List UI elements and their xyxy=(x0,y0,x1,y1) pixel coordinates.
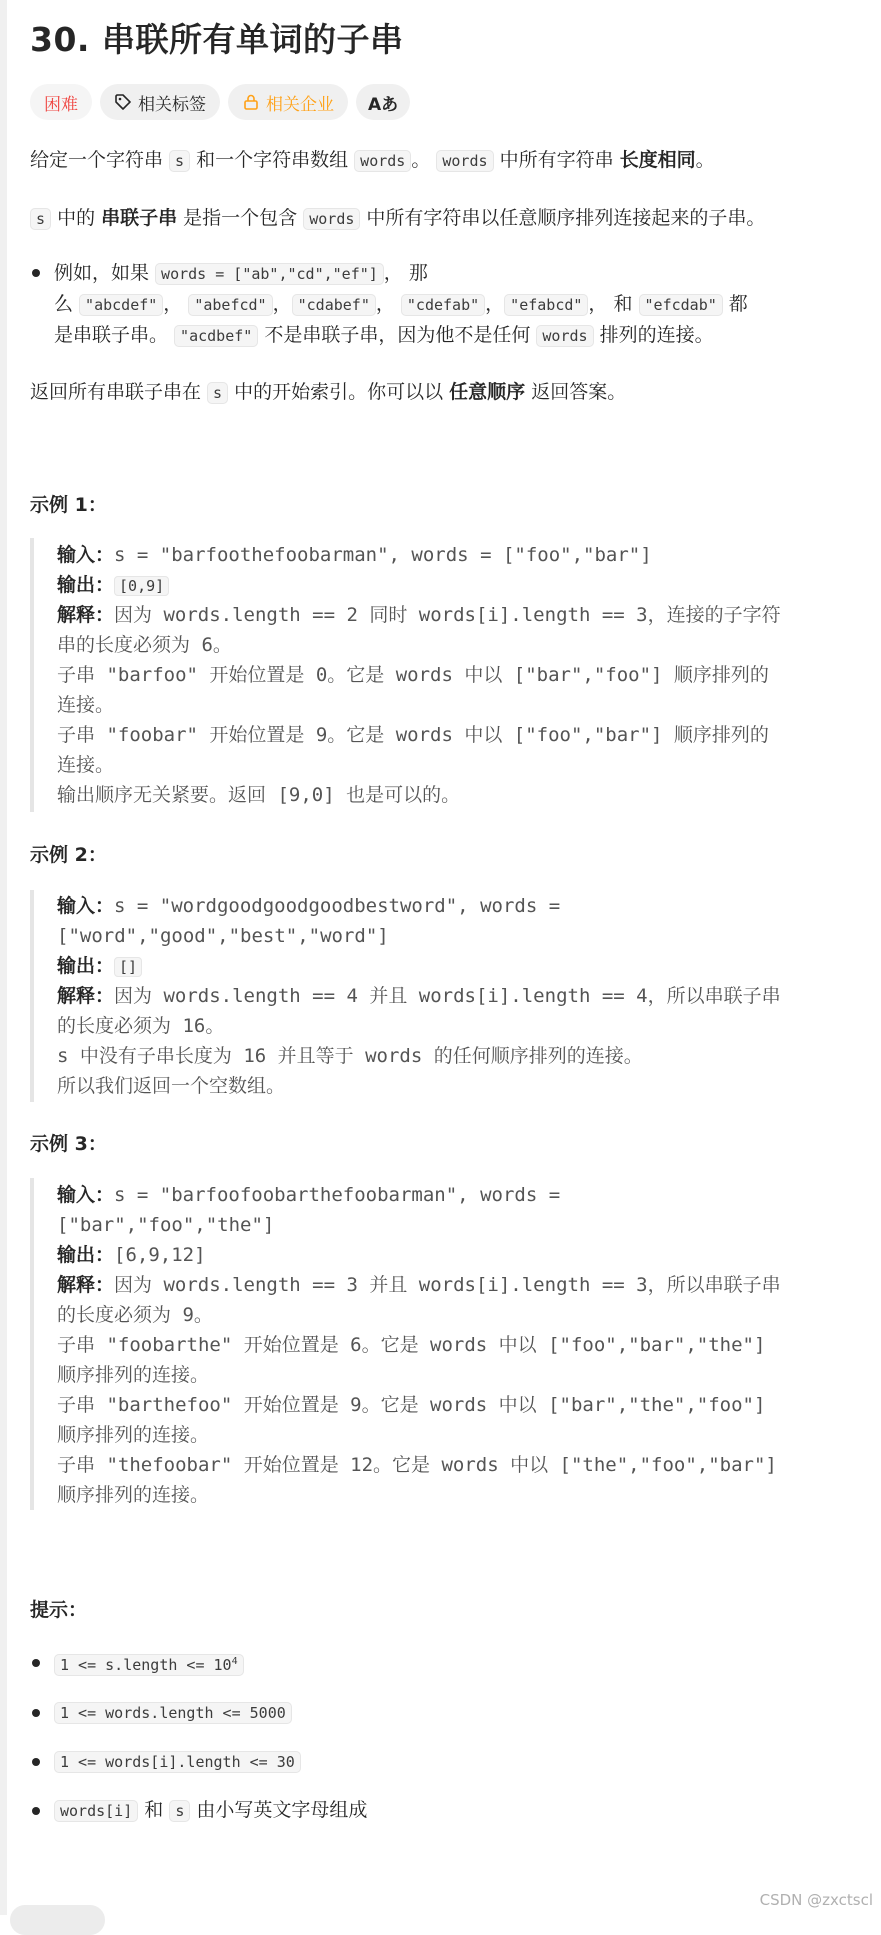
example-3-explain-line xyxy=(57,1270,781,1300)
text-span: 例如，如果 xyxy=(54,262,156,284)
bold-text: 长度相同 xyxy=(619,149,696,171)
superscript: 4 xyxy=(231,1656,238,1667)
text-span: ， 那 xyxy=(383,262,428,284)
input-label: 输入： xyxy=(57,544,115,566)
example-3-border xyxy=(30,1178,34,1510)
example-1-explain-line: 串的长度必须为 6。 xyxy=(57,634,232,656)
example-bullet-line-1 xyxy=(54,261,428,286)
input-value: s = "wordgoodgoodgoodbestword", words = xyxy=(114,895,561,917)
example-3-output xyxy=(57,1240,206,1270)
example-2-input xyxy=(57,891,560,921)
example-2-input-cont: ["word","good","best","word"] xyxy=(57,925,389,947)
bullet-dot xyxy=(32,1807,40,1815)
difficulty-label: 困难 xyxy=(44,94,78,115)
constraint-item-1 xyxy=(54,1650,244,1677)
text-span: 。 xyxy=(695,149,715,171)
output-label: 输出： xyxy=(57,955,115,977)
inline-code: "abefcd" xyxy=(188,294,272,316)
example-1-input xyxy=(57,540,652,570)
example-1-explain-line: 连接。 xyxy=(57,754,115,776)
text-span: ， 和 xyxy=(588,293,639,315)
left-edge-divider xyxy=(0,0,7,1915)
inline-code: "acdbef" xyxy=(174,325,258,347)
explain-label: 解释： xyxy=(57,985,115,1007)
text-span: ， xyxy=(485,293,505,315)
explain-label: 解释： xyxy=(57,604,115,626)
text-span: 中的 xyxy=(51,207,102,229)
lock-icon xyxy=(242,93,260,111)
example-3-explain-line: 子串 "foobarthe" 开始位置是 6。它是 words 中以 ["foo","bar","the"] xyxy=(57,1334,766,1356)
output-value: [6,9,12] xyxy=(114,1244,206,1266)
inline-code: words xyxy=(536,325,593,347)
example-3-explain-line: 子串 "barthefoo" 开始位置是 9。它是 words 中以 ["bar","the","foo"] xyxy=(57,1394,766,1416)
explain-text: 因为 words.length == 3 并且 words[i].length == 3，所以串联子串 xyxy=(114,1274,781,1296)
example-1-output xyxy=(57,570,169,601)
explain-label: 解释： xyxy=(57,1274,115,1296)
inline-code: s xyxy=(207,382,228,404)
example-3-heading: 示例 3： xyxy=(30,1133,107,1155)
related-tags-label: 相关标签 xyxy=(138,94,206,115)
problem-title: 30. 串联所有单词的子串 xyxy=(30,20,404,59)
example-3-explain-line: 顺序排列的连接。 xyxy=(57,1364,210,1386)
tag-row xyxy=(30,84,410,120)
description-paragraph-1 xyxy=(30,148,715,173)
example-1-explain-line: 输出顺序无关紧要。返回 [9,0] 也是可以的。 xyxy=(57,784,461,806)
text-span: 给定一个字符串 xyxy=(30,149,170,171)
inline-code: "efabcd" xyxy=(504,294,588,316)
text-span: 和一个字符串数组 xyxy=(190,149,355,171)
example-bullet-line-3 xyxy=(54,323,714,348)
example-2-explain-line xyxy=(57,981,781,1011)
example-1-explain-line: 连接。 xyxy=(57,694,115,716)
constraint-item-2 xyxy=(54,1700,292,1725)
example-2-heading: 示例 2： xyxy=(30,844,107,866)
text-span: 中所有字符串以任意顺序排列连接起来的子串。 xyxy=(360,207,766,229)
text-span: 都 xyxy=(722,293,748,315)
text-span: 不是串联子串，因为他不是任何 xyxy=(258,324,537,346)
example-2-output xyxy=(57,951,142,982)
inline-code: s xyxy=(30,208,51,230)
inline-code: words xyxy=(303,208,360,230)
inline-code: "cdefab" xyxy=(401,294,485,316)
constraint-code: 1 <= s.length <= 10 xyxy=(60,1656,232,1674)
text-span: 和 xyxy=(138,1799,170,1821)
tag-icon xyxy=(114,93,132,111)
constraints-heading: 提示： xyxy=(30,1599,88,1621)
text-span: 返回答案。 xyxy=(525,381,627,403)
output-value: [0,9] xyxy=(114,576,169,596)
bottom-pill xyxy=(10,1905,105,1935)
example-2-border xyxy=(30,890,34,1102)
text-span: 是指一个包含 xyxy=(177,207,304,229)
example-3-input xyxy=(57,1180,560,1210)
inline-code: words xyxy=(436,150,493,172)
inline-code: words xyxy=(354,150,411,172)
description-paragraph-3 xyxy=(30,380,626,405)
bullet-dot xyxy=(32,1659,40,1667)
inline-code: s xyxy=(169,150,190,172)
constraint-item-4 xyxy=(54,1798,367,1823)
input-label: 输入： xyxy=(57,895,115,917)
text-span: 中所有字符串 xyxy=(493,149,620,171)
bold-text: 任意顺序 xyxy=(449,381,526,403)
bold-text: 串联子串 xyxy=(101,207,178,229)
example-2-explain-line: s 中没有子串长度为 16 并且等于 words 的任何顺序排列的连接。 xyxy=(57,1045,643,1067)
inline-code: "abcdef" xyxy=(79,294,163,316)
example-3-explain-line: 顺序排列的连接。 xyxy=(57,1424,210,1446)
difficulty-badge[interactable] xyxy=(30,84,92,120)
text-span: 中的开始索引。你可以以 xyxy=(228,381,450,403)
text-span: 么 xyxy=(54,293,80,315)
related-tags-button[interactable] xyxy=(100,84,220,120)
output-value: [] xyxy=(114,957,142,977)
text-span: 是串联子串。 xyxy=(54,324,175,346)
text-span: ， xyxy=(163,293,189,315)
text-span: 由小写英文字母组成 xyxy=(190,1799,368,1821)
inline-code: words[i] xyxy=(54,1800,138,1822)
text-span: 。 xyxy=(411,149,437,171)
inline-code: words = ["ab","cd","ef"] xyxy=(155,263,384,285)
output-label: 输出： xyxy=(57,574,115,596)
inline-code xyxy=(54,1654,244,1676)
explain-text: 因为 words.length == 4 并且 words[i].length == 4，所以串联子串 xyxy=(114,985,781,1007)
inline-code: "efcdab" xyxy=(639,294,723,316)
translate-icon: Aあ xyxy=(368,94,399,115)
inline-code: 1 <= words[i].length <= 30 xyxy=(54,1751,301,1773)
example-2-explain-line: 的长度必须为 16。 xyxy=(57,1015,225,1037)
text-span: ， xyxy=(272,293,292,315)
related-companies-label: 相关企业 xyxy=(266,94,334,115)
example-1-explain-line: 子串 "barfoo" 开始位置是 0。它是 words 中以 ["bar","foo"] 顺序排列的 xyxy=(57,664,769,686)
bullet-dot xyxy=(32,1709,40,1717)
text-span: 排列的连接。 xyxy=(593,324,714,346)
example-1-heading: 示例 1： xyxy=(30,494,107,516)
text-span: 返回所有串联子串在 xyxy=(30,381,208,403)
bullet-dot xyxy=(32,1758,40,1766)
example-3-explain-line: 顺序排列的连接。 xyxy=(57,1484,210,1506)
example-2-explain-line: 所以我们返回一个空数组。 xyxy=(57,1075,286,1097)
inline-code: s xyxy=(169,1800,190,1822)
output-label: 输出： xyxy=(57,1244,115,1266)
font-toggle-button[interactable] xyxy=(356,84,410,120)
text-span: ， xyxy=(375,293,401,315)
example-1-explain-line: 子串 "foobar" 开始位置是 9。它是 words 中以 ["foo","bar"] 顺序排列的 xyxy=(57,724,769,746)
input-label: 输入： xyxy=(57,1184,115,1206)
example-bullet-line-2 xyxy=(54,292,748,317)
inline-code: "cdabef" xyxy=(292,294,376,316)
constraint-item-3 xyxy=(54,1749,301,1774)
description-paragraph-2 xyxy=(30,206,765,231)
input-value: s = "barfoothefoobarman", words = ["foo","bar"] xyxy=(114,544,652,566)
example-1-border xyxy=(30,538,34,812)
example-3-explain-line: 的长度必须为 9。 xyxy=(57,1304,213,1326)
example-1-explain-line xyxy=(57,600,781,630)
inline-code: 1 <= words.length <= 5000 xyxy=(54,1702,292,1724)
example-3-explain-line: 子串 "thefoobar" 开始位置是 12。它是 words 中以 ["the","foo","bar"] xyxy=(57,1454,777,1476)
explain-text: 因为 words.length == 2 同时 words[i].length == 3，连接的子字符 xyxy=(114,604,781,626)
example-3-input-cont: ["bar","foo","the"] xyxy=(57,1214,275,1236)
related-companies-button[interactable] xyxy=(228,84,348,120)
input-value: s = "barfoofoobarthefoobarman", words = xyxy=(114,1184,561,1206)
watermark: CSDN @zxctscl xyxy=(759,1891,873,1909)
bullet-dot xyxy=(32,269,40,277)
